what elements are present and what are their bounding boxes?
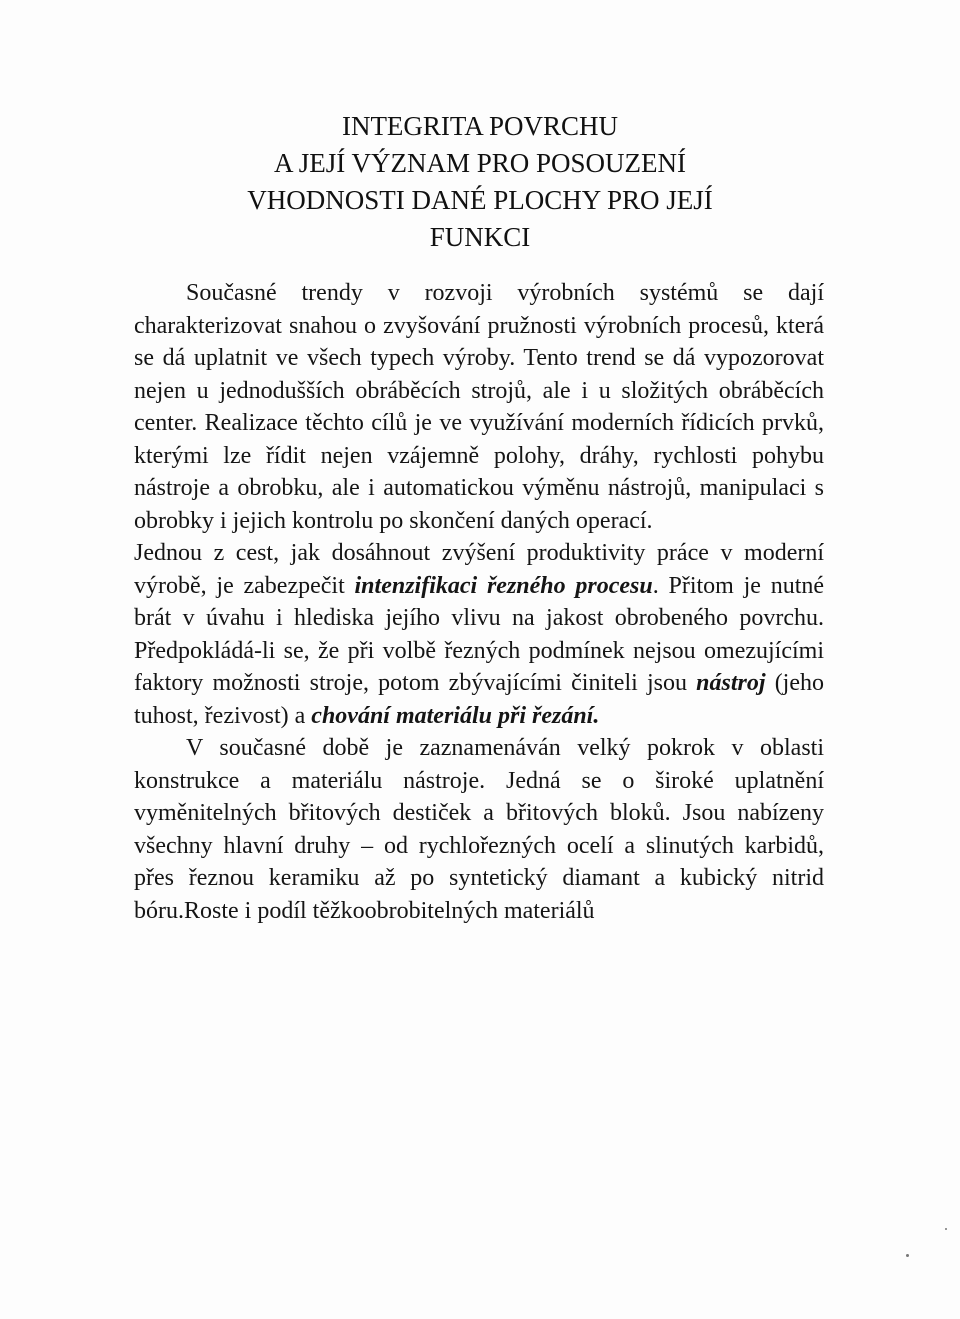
title-line-4: FUNKCI	[429, 222, 531, 252]
scan-speck	[906, 1254, 909, 1257]
emphasis-intensification: intenzifikaci řezného procesu	[354, 572, 653, 599]
title-line-1: INTEGRITA POVRCHU	[341, 111, 619, 141]
paragraph-1: Současné trendy v rozvoji výrobních systémů se dají charakterizovat snahou o zvyšování pružnosti výrobních procesů, která se dá uplatnit ve všech typech výroby. Tento trend se dá vypozorovat nejen u jednodušších obráběcích strojů, ale i u složitých obráběcích center. Realizace těchto cílů je ve využívání moderních řídicích prvků, kterými lze řídit nejen vzájemně polohy, dráhy, rychlosti pohybu nástroje a obrobku, ale i automatickou výměnu nástrojů, manipulaci s obrobky i jejich kontrolu po skončení daných operací.	[134, 280, 824, 534]
paragraph-2	[134, 537, 824, 732]
scan-speck	[945, 1228, 947, 1230]
title-line-3: VHODNOSTI DANÉ PLOCHY PRO JEJÍ	[247, 185, 713, 215]
document-body	[134, 277, 824, 927]
paragraph-2-text-3: (jeho tuhost, řezivost) a	[134, 670, 825, 729]
title-line-2: A JEJÍ VÝZNAM PRO POSOUZENÍ	[273, 148, 687, 178]
paragraph-3: V současné době je zaznamenáván velký pokrok v oblasti konstrukce a materiálu nástroje. Jedná se o široké uplatnění vyměnitelných břitových destiček a břitových bloků. Jsou nabízeny všechny hlavní druhy – od rychlořezných ocelí a slinutých karbidů, přes řeznou keramiku až po syntetický diamant a kubický nitrid bóru.Roste i podíl těžkoobrobitelných materiálů	[134, 735, 824, 924]
paragraph-2-text-2: . Přitom je nutné brát v úvahu i hlediska jejího vlivu na jakost obrobeného povrchu. Předpokládá-li se, že při volbě řezných podmínek nejsou omezujícími faktory možnosti stroje, potom zbývajícími činiteli jsou	[134, 572, 825, 696]
emphasis-tool: nástroj	[696, 670, 766, 696]
paragraph-2-text-1: Jednou z cest, jak dosáhnout zvýšení produktivity práce v moderní výrobě, je zabezpečit	[134, 540, 824, 599]
document-title	[130, 108, 830, 256]
emphasis-material-behavior: chování materiálu při řezání.	[311, 702, 600, 729]
